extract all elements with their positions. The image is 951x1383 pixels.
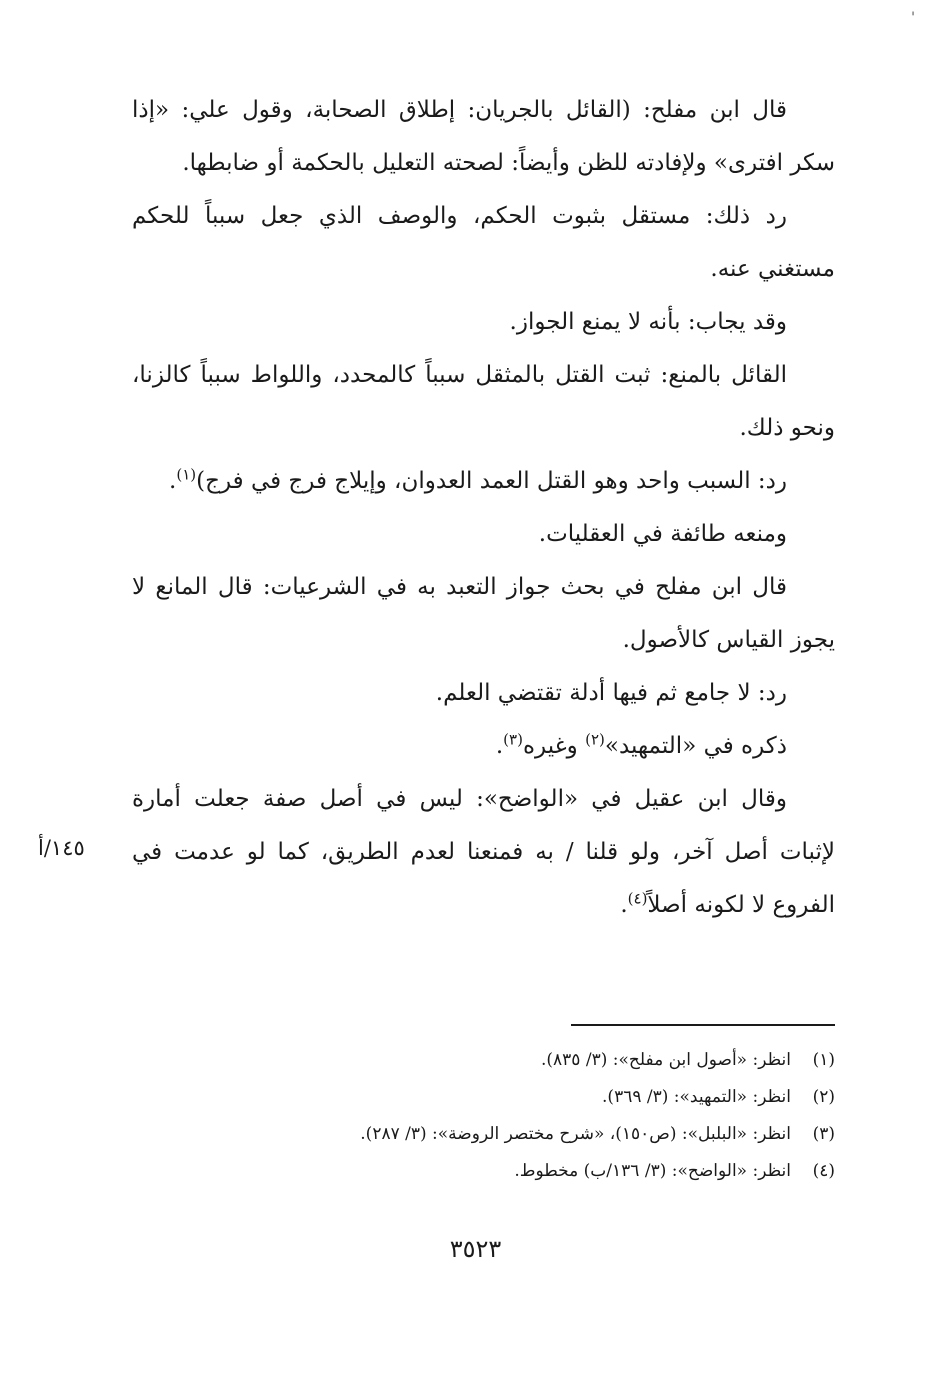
footnote-ref-2: (٢) bbox=[585, 730, 605, 749]
footnote-text: انظر: «الواضح»: (٣/ ١٣٦/ب) مخطوط. bbox=[514, 1161, 791, 1181]
paragraph-4: القائل بالمنع: ثبت القتل بالمثقل سبباً كالمحدد، واللواط سبباً كالزنا، ونحو ذلك. bbox=[132, 362, 835, 441]
paragraph-3: وقد يجاب: بأنه لا يمنع الجواز. bbox=[509, 309, 787, 335]
manuscript-folio-note: ١٤٥/أ bbox=[38, 836, 85, 860]
footnote-1 bbox=[200, 1042, 835, 1079]
footnote-text: انظر: «أصول ابن مفلح»: (٣/ ٨٣٥). bbox=[540, 1050, 791, 1070]
footnote-ref-4: (٤) bbox=[627, 889, 648, 908]
footnote-2 bbox=[200, 1079, 835, 1116]
footnote-divider bbox=[571, 1024, 835, 1026]
paragraph-5-end: . bbox=[169, 468, 177, 494]
paragraph-9-text-a: ذكره في «التمهيد» bbox=[604, 733, 787, 759]
paragraph-9-text-b: وغيره bbox=[522, 733, 586, 759]
footnote-ref-1: (١) bbox=[176, 465, 197, 484]
footnote-number: (٣) bbox=[812, 1124, 835, 1144]
footnote-number: (١) bbox=[812, 1050, 835, 1070]
paragraph-9 bbox=[132, 720, 835, 773]
paragraph-1: قال ابن مفلح: (القائل بالجريان: إطلاق الصحابة، وقول علي: «إذا سكر افترى» ولإفادته للظن وأيضاً: لصحته التعليل بالحكمة أو ضابطها. bbox=[132, 97, 835, 176]
paragraph-10-end: . bbox=[620, 892, 628, 918]
corner-mark: ' bbox=[911, 10, 915, 26]
paragraph-6: ومنعه طائفة في العقليات. bbox=[538, 521, 787, 547]
footnote-number: (٤) bbox=[812, 1161, 835, 1181]
paragraph-5 bbox=[132, 455, 835, 508]
footnote-text: انظر: «البلبل»: (ص١٥٠)، «شرح مختصر الروضة»: (٣/ ٢٨٧). bbox=[360, 1124, 791, 1144]
paragraph-10-text: وقال ابن عقيل في «الواضح»: ليس في أصل صفة جعلت أمارة لإثبات أصل آخر، ولو قلنا / به فمنعنا لعدم الطريق، كما لو عدمت في الفروع لا لكونه أصلاً bbox=[132, 786, 836, 918]
footnote-ref-3: (٣) bbox=[503, 730, 523, 749]
main-text bbox=[132, 84, 835, 932]
paragraph-7: قال ابن مفلح في بحث جواز التعبد به في الشرعيات: قال المانع لا يجوز القياس كالأصول. bbox=[132, 574, 835, 653]
footnote-text: انظر: «التمهيد»: (٣/ ٣٦٩). bbox=[602, 1087, 791, 1107]
page-number: ٣٥٢٣ bbox=[449, 1235, 502, 1263]
paragraph-9-end: . bbox=[495, 733, 504, 759]
paragraph-2: رد ذلك: مستقل بثبوت الحكم، والوصف الذي جعل سبباً للحكم مستغني عنه. bbox=[132, 203, 835, 282]
footnote-number: (٢) bbox=[812, 1087, 835, 1107]
footnotes bbox=[200, 1042, 835, 1190]
paragraph-10 bbox=[132, 773, 835, 932]
paragraph-8: رد: لا جامع ثم فيها أدلة تقتضي العلم. bbox=[435, 680, 787, 706]
paragraph-5-text: رد: السبب واحد وهو القتل العمد العدوان، وإيلاج فرج في فرج) bbox=[196, 468, 787, 494]
footnote-3 bbox=[200, 1116, 835, 1153]
footnote-4 bbox=[200, 1153, 835, 1190]
